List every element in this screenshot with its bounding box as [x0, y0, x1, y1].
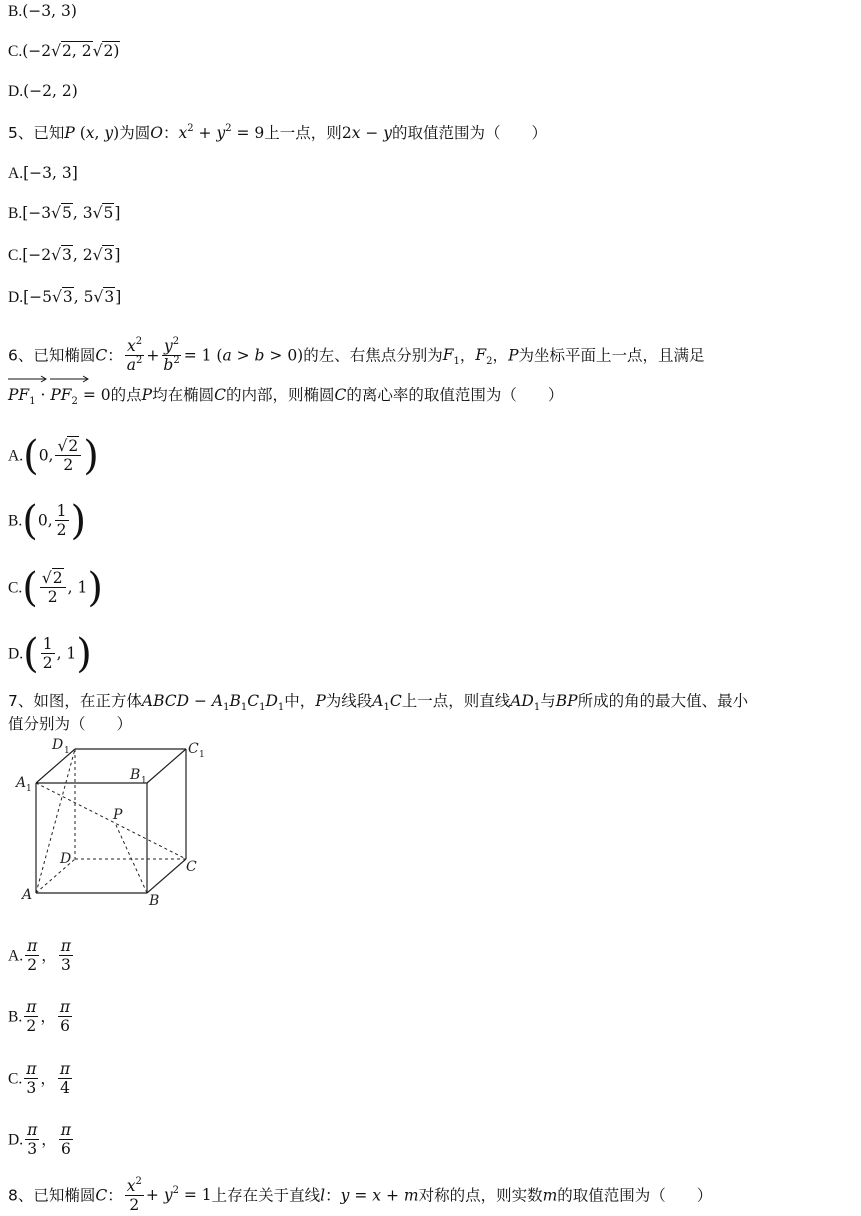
- svg-text:1: 1: [26, 784, 32, 794]
- question-6-stem-line2: $PF_1$ · $PF_2 = 0$的点P均在椭圆C的内部，则椭圆C的离心率的取值范围为（ ）: [8, 384, 563, 406]
- question-7-stem-line2: 值分别为（ ）: [8, 715, 133, 733]
- label-p: P: [113, 807, 123, 823]
- label-d1: D: [52, 737, 64, 753]
- svg-text:1: 1: [199, 750, 205, 760]
- label-c: C: [186, 859, 197, 875]
- svg-text:1: 1: [64, 746, 70, 756]
- question-7-option-b: B. $\frac{\pi}{2}$ ， $\frac{\pi}{6}$: [8, 998, 71, 1036]
- question-7-option-d: D. $\frac{\pi}{3}$ ， $\frac{\pi}{6}$: [8, 1121, 71, 1159]
- question-7-option-a: A. $\frac{\pi}{2}$ ， $\frac{\pi}{3}$: [8, 937, 71, 975]
- question-6-option-a: A.(0, $\frac{√2}{2}$ ): [8, 432, 99, 479]
- question-7-stem-line1: 7、如图，在正方体ABCD − $A_1B_1C_1D_1$中，P为线段$A_1C$上一点，则直线$AD_1$与BP所成的角的最大值、最小: [8, 692, 749, 713]
- label-b1: B: [130, 767, 141, 783]
- question-5-option-c: C.[−2√3, 2√3]: [8, 246, 121, 264]
- label-a: A: [22, 887, 33, 903]
- question-5-stem: 5、已知P (x, y)为圆O：$x^2 + y^2 = 9$上一点，则2x − y的取值范围为（ ）: [8, 123, 548, 142]
- question-6-option-c: C.( $\frac{√2}{2}$ , 1): [8, 564, 103, 611]
- prev-option-d: D.(−2, 2): [8, 82, 78, 100]
- question-5-option-b: B.[−3√5, 3√5]: [8, 204, 121, 222]
- label-b: B: [149, 893, 160, 909]
- prev-option-b: B.(−3, 3): [8, 2, 77, 20]
- svg-text:1: 1: [141, 776, 147, 786]
- cube-figure: [10, 735, 210, 910]
- question-6-option-d: D.( $\frac{1}{2}$ , 1): [8, 630, 92, 677]
- question-7-option-c: C. $\frac{\pi}{3}$ ， $\frac{\pi}{4}$: [8, 1060, 71, 1098]
- label-d: D: [60, 851, 72, 867]
- question-5-option-a: A.[−3, 3]: [8, 164, 78, 182]
- label-a1: A: [16, 775, 27, 791]
- question-6-option-b: B.(0, $\frac{1}{2}$ ): [8, 497, 87, 544]
- label-c1: C: [188, 741, 199, 757]
- question-6-stem-line1: 6、已知椭圆C： $\frac{x^2}{a^2}$ + $\frac{y^2}{b^2}$ = 1 (a > b > 0)的左、右焦点分别为$F_1$，$F_2$，P为坐标平面上一点，且满足: [8, 336, 705, 375]
- question-5-option-d: D.[−5√3, 5√3]: [8, 288, 122, 306]
- prev-option-c: C.(−2√2, 2√2): [8, 42, 120, 60]
- question-8-stem: 8、已知椭圆C： $\frac{x^2}{2}$ + $y^2 = 1$上存在关于直线l：y = x + m对称的点，则实数m的取值范围为（ ）: [8, 1176, 713, 1215]
